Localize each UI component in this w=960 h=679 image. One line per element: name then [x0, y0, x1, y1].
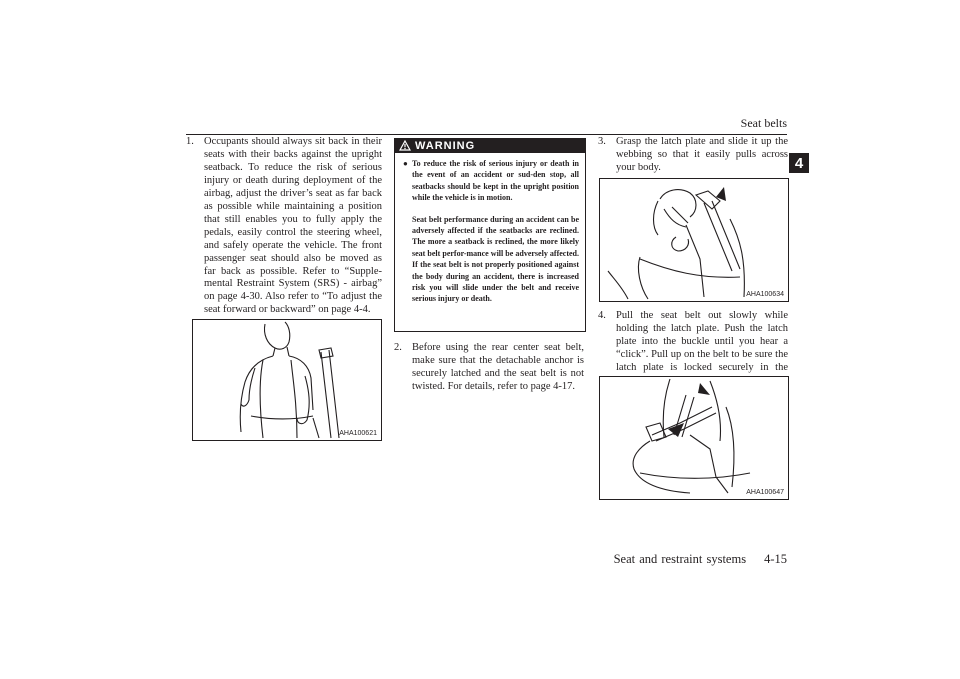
warning-body	[403, 158, 579, 315]
figure-grasp-latch-plate	[599, 178, 789, 302]
step-text: Pull the seat belt out slowly while holding the latch plate. Push the latch plate into the buckle until you hear a “click”. Pull up on the belt to be sure the latch plate is locked securely in the	[616, 310, 788, 373]
warning-label: WARNING	[415, 140, 476, 152]
figure-id: AHA100634	[746, 291, 784, 298]
step-text: Grasp the latch plate and slide it up the webbing so that it easily pulls across your body.	[616, 136, 788, 173]
warning-paragraph: Seat belt performance during an accident can be adversely affected if the seatbacks are reclined. The more a seatback is reclined, the more likely seat belt perfor-mance will be adversely affected. If the seat belt is not properly positioned against the body during an accident, there is increased risk you will slide under the belt and receive serious injury or death.	[412, 214, 579, 304]
warning-header	[395, 139, 585, 153]
buckle-insert-illustration	[600, 377, 788, 499]
step-number: 1.	[186, 136, 194, 147]
warning-paragraph: To reduce the risk of serious injury or death in the event of an accident or sud-den stop, all seatbacks should be kept in the upright position while the vehicle is in motion.	[412, 159, 579, 203]
step-1	[186, 136, 382, 317]
step-2	[394, 342, 584, 394]
warning-triangle-icon	[399, 140, 411, 151]
figure-insert-buckle	[599, 376, 789, 500]
header-rule	[186, 134, 787, 135]
step-text: Before using the rear center seat belt, make sure that the detachable anchor is securely latched and the seat belt is not twisted. For details, refer to page 4-17.	[412, 342, 584, 392]
step-3	[598, 136, 788, 175]
latch-grasp-illustration	[600, 179, 788, 301]
figure-occupant-seated	[192, 319, 382, 441]
step-number: 4.	[598, 310, 606, 321]
chapter-tab: 4	[789, 153, 809, 173]
footer-chapter-title: Seat and restraint systems	[613, 552, 747, 566]
step-number: 2.	[394, 342, 402, 353]
bullet-icon: ●	[403, 159, 408, 168]
figure-id: AHA100647	[746, 489, 784, 496]
section-title: Seat belts	[740, 116, 787, 130]
step-number: 3.	[598, 136, 606, 147]
page-number: 4-15	[764, 552, 787, 566]
warning-box	[394, 138, 586, 332]
page-footer	[614, 552, 787, 567]
figure-id: AHA100621	[339, 430, 377, 437]
occupant-illustration	[193, 320, 381, 440]
step-text: Occupants should always sit back in their seats with their backs against the upright seatback. To reduce the risk of serious injury or death during deployment of the airbag, adjust the driver’s seat as far back as possible while maintaining a position that still enables you to fully apply the pedals, easily control the steering wheel, and safely operate the vehicle. The front passenger seat should also be moved as far back as possible. Refer to “Supple-mental Restraint System (SRS) - airbag” on page 4-30. Also refer to “To adjust the seat forward or backward” on page 4-4.	[204, 136, 382, 316]
